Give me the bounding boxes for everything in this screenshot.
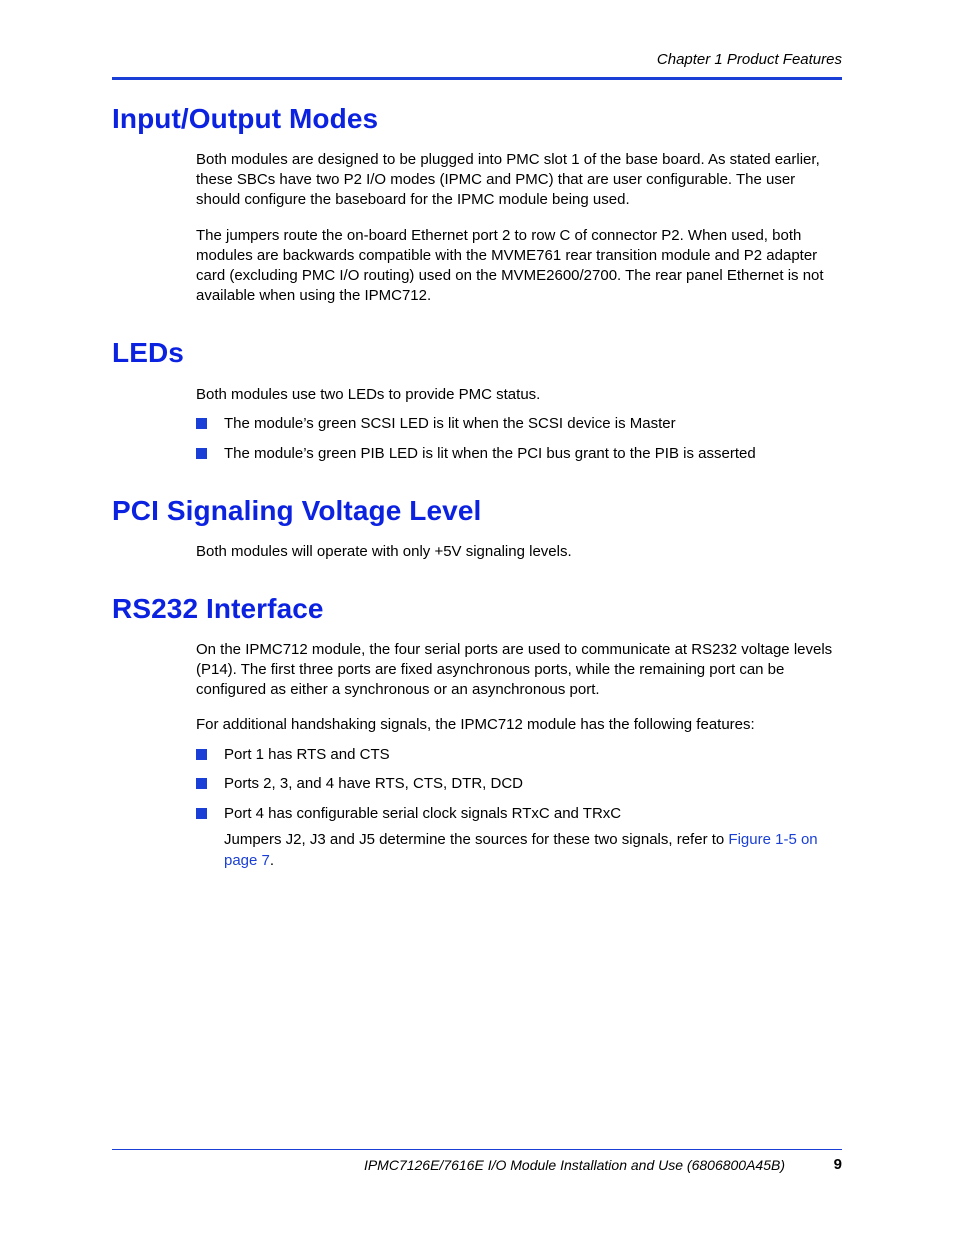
io-paragraph-1: Both modules are designed to be plugged into PMC slot 1 of the base board. As stated earlier, these SBCs have two P2 I/O modes (IPMC and PMC) that are user configurable. The user should configure the baseboard for the IPMC module being used. xyxy=(196,151,820,208)
running-head: Chapter 1 Product Features xyxy=(656,51,842,68)
list-item-text: Ports 2, 3, and 4 have RTS, CTS, DTR, DCD xyxy=(224,775,523,792)
footer-title: IPMC7126E/7616E I/O Module Installation and Use (6806800A45B) xyxy=(363,1157,785,1173)
rs232-paragraph-1: On the IPMC712 module, the four serial ports are used to communicate at RS232 voltage levels (P14). The first three ports are fixed asynchronous ports, while the remaining port can be configured as either a synchronous or an asynchronous port. xyxy=(196,641,833,698)
page-number: 9 xyxy=(833,1156,842,1173)
rs232-note-end: . xyxy=(269,852,275,869)
rs232-note-text: Jumpers J2, J3 and J5 determine the sources for these two signals, refer to xyxy=(224,831,729,848)
bullet-square-icon xyxy=(196,448,207,459)
heading-pci-voltage: PCI Signaling Voltage Level xyxy=(112,495,482,526)
list-item-text: The module’s green SCSI LED is lit when the SCSI device is Master xyxy=(224,415,676,432)
list-item-text: The module’s green PIB LED is lit when the PCI bus grant to the PIB is asserted xyxy=(224,445,756,462)
pci-paragraph: Both modules will operate with only +5V signaling levels. xyxy=(196,543,572,560)
bullet-square-icon xyxy=(196,808,207,819)
bullet-square-icon xyxy=(196,778,207,789)
footer-rule xyxy=(112,1149,842,1150)
io-paragraph-2: The jumpers route the on-board Ethernet port 2 to row C of connector P2. When used, both modules are backwards compatible with the MVME761 rear transition module and P2 adapter card (excluding PMC I/O routing) used on the MVME2600/2700. The rear panel Ethernet is not available when using the IPMC712. xyxy=(196,227,824,304)
heading-rs232: RS232 Interface xyxy=(112,593,324,624)
bullet-square-icon xyxy=(196,418,207,429)
list-item-text: Port 4 has configurable serial clock signals RTxC and TRxC xyxy=(224,805,622,822)
heading-io-modes: Input/Output Modes xyxy=(112,103,379,134)
leds-intro: Both modules use two LEDs to provide PMC status. xyxy=(196,386,541,403)
figure-link[interactable]: Figure 1-5 on page 7 xyxy=(224,831,818,869)
rs232-note xyxy=(224,829,842,871)
rs232-paragraph-2: For additional handshaking signals, the IPMC712 module has the following features: xyxy=(196,716,755,733)
list-item-text: Port 1 has RTS and CTS xyxy=(224,746,390,763)
header-rule xyxy=(112,77,842,80)
bullet-square-icon xyxy=(196,749,207,760)
heading-leds: LEDs xyxy=(112,337,184,368)
